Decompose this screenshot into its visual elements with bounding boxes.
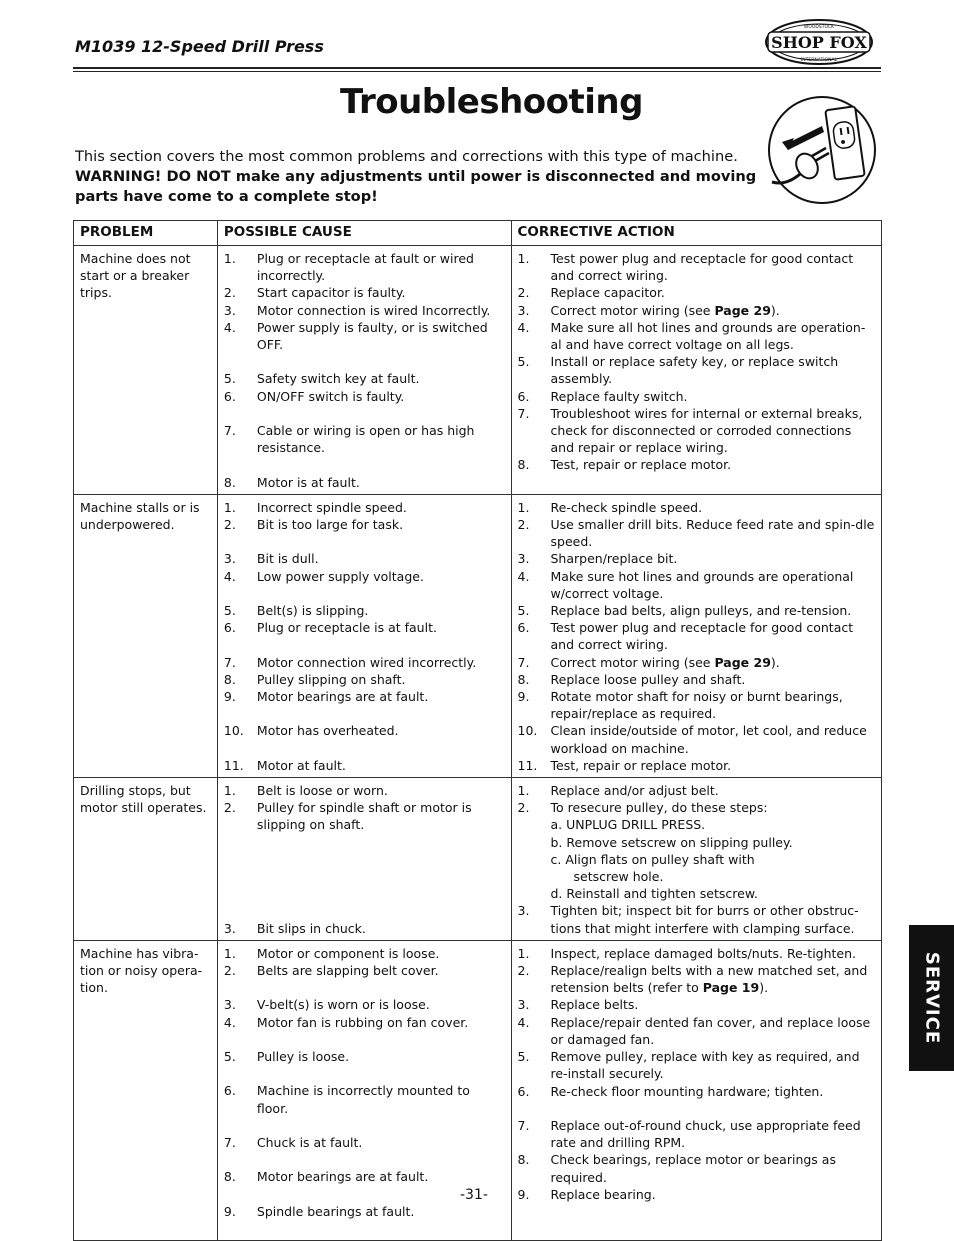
- actions-item: [518, 499, 876, 516]
- table-row: [74, 494, 882, 777]
- item-number: 11.: [517, 757, 538, 773]
- actions-item: [518, 550, 876, 567]
- item-number: 8.: [223, 1169, 236, 1185]
- sub-step: c. Align flats on pulley shaft with: [550, 851, 755, 867]
- page-reference: Page 19: [702, 980, 760, 996]
- page-reference: Page 29: [714, 302, 771, 318]
- actions-item: [518, 353, 876, 387]
- causes-item: [224, 799, 505, 833]
- item-text: To resecure pulley, do these steps:: [550, 800, 768, 816]
- table-header-row: [74, 221, 882, 246]
- actions-item: [518, 782, 876, 799]
- item-text: Belt is loose or worn.: [256, 783, 388, 799]
- item-text: V-belt(s) is worn or is loose.: [256, 997, 430, 1013]
- item-number: 1.: [517, 499, 530, 515]
- item-number: 5.: [223, 371, 236, 387]
- actions-item: [518, 757, 876, 774]
- section-tab-label: SERVICE: [921, 951, 942, 1045]
- causes-item: [224, 1168, 505, 1185]
- item-number: 2.: [223, 963, 236, 979]
- item-number: 3.: [223, 302, 236, 318]
- item-number: 3.: [223, 551, 236, 567]
- causes-item: [224, 757, 505, 774]
- item-text: Test power plug and receptacle for good contact and correct wiring.: [550, 251, 854, 284]
- item-text: Make sure hot lines and grounds are operational w/correct voltage.: [550, 568, 854, 601]
- cause-cell: [217, 246, 511, 495]
- item-number: 4.: [517, 1014, 530, 1030]
- item-number: 2.: [223, 517, 236, 532]
- item-number: 2.: [517, 800, 530, 816]
- item-text: Replace/repair dented fan cover, and replace loose or damaged fan.: [550, 1014, 871, 1047]
- item-number: 2.: [223, 800, 236, 816]
- actions-item: [518, 405, 876, 457]
- item-number: 4.: [223, 568, 236, 584]
- causes-item: [224, 1203, 505, 1220]
- item-text: Belt(s) is slipping.: [256, 602, 369, 618]
- intro-text: This section covers the most common problems and corrections with this type of machine.: [75, 148, 738, 165]
- item-text: Inspect, replace damaged bolts/nuts. Re-tighten.: [550, 945, 857, 961]
- item-number: 5.: [223, 602, 236, 618]
- causes-item: [224, 516, 505, 533]
- causes-item: [224, 1048, 505, 1065]
- actions-item: [518, 1048, 876, 1082]
- causes-item: [224, 945, 505, 962]
- item-text: Incorrect spindle speed.: [256, 499, 407, 515]
- section-tab-service: [909, 925, 954, 1071]
- item-text: Make sure all hot lines and grounds are operation-al and have correct voltage on all legs.: [550, 319, 866, 353]
- actions-item: [518, 799, 876, 816]
- item-number: 1.: [223, 251, 236, 266]
- item-number: 6.: [223, 388, 236, 404]
- causes-item: [224, 722, 505, 739]
- item-text: Use smaller drill bits. Reduce feed rate and spin-dle speed.: [550, 517, 875, 550]
- item-text: Motor fan is rubbing on fan cover.: [256, 1014, 469, 1030]
- causes-item: [224, 319, 505, 353]
- svg-text:WOODSTOCK: WOODSTOCK: [803, 25, 835, 30]
- item-text: Motor or component is loose.: [256, 945, 440, 961]
- sub-step: b. Remove setscrew on slipping pulley.: [550, 834, 793, 850]
- actions-item: [518, 996, 876, 1013]
- item-number: 4.: [223, 319, 236, 335]
- item-number: 1.: [517, 945, 530, 961]
- item-number: 1.: [517, 783, 530, 799]
- item-number: 7.: [223, 423, 236, 438]
- actions-item: [518, 516, 876, 550]
- item-number: 7.: [517, 1117, 530, 1133]
- item-text: Test power plug and receptacle for good contact and correct wiring.: [550, 620, 854, 653]
- causes-item: [224, 671, 505, 688]
- item-text: Motor bearings are at fault.: [256, 1169, 429, 1185]
- item-number: 1.: [223, 783, 236, 799]
- causes-item: [224, 550, 505, 567]
- item-number: 3.: [517, 551, 530, 567]
- item-text: Replace/realign belts with a new matched set, and retension belts (refer to Page 19).: [550, 963, 868, 996]
- causes-item: [224, 654, 505, 671]
- causes-item: [224, 996, 505, 1013]
- header-rule: [73, 67, 881, 69]
- item-number: 9.: [517, 689, 530, 705]
- document-header-title: M1039 12-Speed Drill Press: [75, 37, 324, 56]
- causes-item: [224, 422, 505, 456]
- item-number: 9.: [517, 1186, 530, 1202]
- item-text: Clean inside/outside of motor, let cool, and reduce workload on machine.: [550, 723, 867, 756]
- item-text: Machine is incorrectly mounted to floor.: [256, 1083, 470, 1116]
- item-text: Cable or wiring is open or has high resistance.: [256, 423, 475, 456]
- item-text: Chuck is at fault.: [256, 1135, 363, 1151]
- actions-item: [518, 945, 876, 962]
- item-number: 8.: [223, 671, 236, 687]
- item-text: Rotate motor shaft for noisy or burnt bearings, repair/replace as required.: [550, 689, 843, 722]
- item-number: 2.: [517, 285, 530, 301]
- item-number: 1.: [223, 499, 236, 515]
- item-number: 6.: [517, 388, 530, 404]
- item-text: Re-check spindle speed.: [550, 499, 703, 515]
- item-text: Motor connection wired incorrectly.: [256, 654, 477, 670]
- actions-item: [518, 902, 876, 936]
- item-text: Spindle bearings at fault.: [256, 1203, 415, 1219]
- actions-item: [518, 654, 876, 671]
- action-cell: [511, 494, 882, 777]
- item-text: Motor is at fault.: [256, 474, 360, 490]
- column-header-action: CORRECTIVE ACTION: [511, 221, 882, 246]
- svg-text:INTERNATIONAL: INTERNATIONAL: [800, 58, 838, 63]
- item-text: Pulley slipping on shaft.: [256, 671, 406, 687]
- intro-paragraph: [75, 147, 765, 207]
- item-number: 9.: [223, 688, 236, 704]
- item-text: Power supply is faulty, or is switched OFF.: [256, 319, 488, 353]
- causes-item: [224, 302, 505, 319]
- problem-cell: Machine has vibra-tion or noisy opera-tion.: [74, 940, 218, 1240]
- problem-cell: Machine stalls or is underpowered.: [74, 494, 218, 777]
- actions-item: [518, 1117, 876, 1151]
- actions-item: [518, 1014, 876, 1048]
- actions-item: [518, 568, 876, 602]
- item-number: 5.: [517, 354, 530, 370]
- sub-step: d. Reinstall and tighten setscrew.: [550, 886, 758, 902]
- item-text: Motor connection is wired Incorrectly.: [256, 302, 491, 318]
- causes-item: [224, 688, 505, 705]
- item-text: Check bearings, replace motor or bearings as required.: [550, 1152, 836, 1185]
- unplug-power-icon: [764, 94, 882, 206]
- item-number: 3.: [517, 302, 530, 318]
- safety-warning: WARNING! DO NOT make any adjustments until power is disconnected and moving parts have come to a complete stop!: [75, 168, 757, 205]
- actions-item: [518, 250, 876, 284]
- action-cell: [511, 778, 882, 941]
- causes-item: [224, 602, 505, 619]
- actions-item: [518, 722, 876, 756]
- item-number: 4.: [223, 1014, 236, 1030]
- causes-item: [224, 474, 505, 491]
- causes-item: [224, 370, 505, 387]
- item-text: Test, repair or replace motor.: [550, 757, 732, 773]
- actions-item: [518, 1151, 876, 1185]
- item-number: 7.: [517, 405, 530, 421]
- item-text: Replace belts.: [550, 997, 639, 1013]
- cause-cell: [217, 494, 511, 777]
- item-number: 6.: [223, 1083, 236, 1099]
- cause-cell: [217, 778, 511, 941]
- page-reference: Page 29: [714, 654, 771, 670]
- item-number: 5.: [223, 1049, 236, 1065]
- item-number: 3.: [223, 920, 236, 936]
- item-number: 2.: [517, 963, 530, 979]
- item-text: Replace bad belts, align pulleys, and re-tension.: [550, 603, 852, 619]
- item-text: Test, repair or replace motor.: [550, 457, 732, 473]
- item-number: 2.: [223, 285, 236, 301]
- item-number: 3.: [517, 997, 530, 1013]
- item-number: 11.: [223, 757, 244, 773]
- item-number: 9.: [223, 1203, 236, 1219]
- item-text: Pulley for spindle shaft or motor is slipping on shaft.: [256, 800, 472, 833]
- action-cell: [511, 940, 882, 1240]
- item-text: Plug or receptacle is at fault.: [256, 620, 437, 636]
- item-text: Troubleshoot wires for internal or external breaks, check for disconnected or corroded connections and repair or replace wiring.: [550, 405, 863, 456]
- item-number: 8.: [517, 1152, 530, 1168]
- item-text: Tighten bit; inspect bit for burrs or other obstruc-tions that might interfere with clamping surface.: [550, 903, 859, 936]
- item-number: 7.: [223, 1135, 236, 1151]
- problem-cell: Machine does not start or a breaker trips.: [74, 246, 218, 495]
- item-text: Low power supply voltage.: [256, 568, 424, 584]
- item-text: Motor has overheated.: [256, 723, 399, 739]
- column-header-problem: PROBLEM: [74, 221, 218, 246]
- actions-item: [518, 319, 876, 353]
- item-number: 5.: [517, 1049, 530, 1065]
- item-text: Remove pulley, replace with key as required, and re-install securely.: [550, 1049, 860, 1082]
- item-number: 10.: [517, 723, 538, 739]
- actions-item: [518, 1186, 876, 1203]
- causes-item: [224, 284, 505, 301]
- actions-item: [518, 388, 876, 405]
- item-text: Motor bearings are at fault.: [256, 688, 429, 704]
- page-title: Troubleshooting: [340, 82, 643, 122]
- causes-item: [224, 619, 505, 636]
- item-text: Pulley is loose.: [256, 1049, 350, 1065]
- item-number: 7.: [517, 654, 530, 670]
- causes-item: [224, 568, 505, 585]
- troubleshooting-table: [73, 220, 882, 1241]
- item-number: 3.: [517, 903, 530, 919]
- page-number: -31-: [460, 1187, 488, 1203]
- item-text: Bit slips in chuck.: [256, 920, 366, 936]
- item-text: Safety switch key at fault.: [256, 371, 420, 387]
- causes-item: [224, 1014, 505, 1031]
- item-number: 8.: [517, 457, 530, 473]
- actions-item: [518, 302, 876, 319]
- item-text: Bit is too large for task.: [256, 517, 404, 532]
- item-text: Install or replace safety key, or replace switch assembly.: [550, 354, 839, 387]
- action-cell: [511, 246, 882, 495]
- item-text: Motor at fault.: [256, 757, 346, 773]
- causes-item: [224, 388, 505, 405]
- actions-item: [518, 688, 876, 722]
- actions-item: [518, 962, 876, 996]
- item-number: 1.: [517, 251, 530, 266]
- causes-item: [224, 782, 505, 799]
- causes-item: [224, 1082, 505, 1116]
- header-rule-thin: [73, 71, 881, 72]
- item-text: Replace and/or adjust belt.: [550, 783, 719, 799]
- item-text: Sharpen/replace bit.: [550, 551, 678, 567]
- item-text: ON/OFF switch is faulty.: [256, 388, 405, 404]
- item-text: Plug or receptacle at fault or wired incorrectly.: [256, 251, 474, 284]
- item-text: Bit is dull.: [256, 551, 319, 567]
- actions-item: [518, 284, 876, 301]
- item-number: 8.: [517, 671, 530, 687]
- item-number: 6.: [517, 1083, 530, 1099]
- item-number: 10.: [223, 723, 244, 739]
- item-number: 6.: [223, 620, 236, 636]
- item-text: Replace capacitor.: [550, 285, 665, 301]
- causes-item: [224, 499, 505, 516]
- logo-text: SHOP FOX: [771, 33, 867, 52]
- actions-item: [518, 619, 876, 653]
- item-text: Replace out-of-round chuck, use appropriate feed rate and drilling RPM.: [550, 1117, 861, 1151]
- actions-item: [518, 456, 876, 473]
- actions-item: [518, 1083, 876, 1100]
- sub-step: a. UNPLUG DRILL PRESS.: [550, 817, 706, 833]
- item-text: Correct motor wiring (see Page 29).: [550, 654, 780, 670]
- item-number: 3.: [223, 997, 236, 1013]
- item-text: Replace faulty switch.: [550, 388, 688, 404]
- item-text: Start capacitor is faulty.: [256, 285, 406, 301]
- item-text: Correct motor wiring (see Page 29).: [550, 302, 780, 318]
- item-text: Re-check floor mounting hardware; tighten.: [550, 1083, 824, 1099]
- item-number: 4.: [517, 319, 530, 335]
- item-number: 7.: [223, 654, 236, 670]
- causes-item: [224, 962, 505, 979]
- item-number: 8.: [223, 474, 236, 490]
- sub-step: setscrew hole.: [573, 869, 664, 885]
- item-text: Replace bearing.: [550, 1186, 656, 1202]
- actions-item: [518, 671, 876, 688]
- problem-cell: Drilling stops, but motor still operates.: [74, 778, 218, 941]
- actions-item: [518, 602, 876, 619]
- item-number: 2.: [517, 517, 530, 532]
- item-text: Belts are slapping belt cover.: [256, 963, 439, 979]
- causes-item: [224, 1134, 505, 1151]
- causes-item: [224, 250, 505, 284]
- item-text: Replace loose pulley and shaft.: [550, 671, 746, 687]
- causes-item: [224, 920, 505, 937]
- item-number: 1.: [223, 945, 236, 961]
- shop-fox-logo: [764, 18, 874, 66]
- table-row: [74, 778, 882, 941]
- item-number: 5.: [517, 603, 530, 619]
- item-number: 6.: [517, 620, 530, 636]
- item-number: 4.: [517, 568, 530, 584]
- column-header-cause: POSSIBLE CAUSE: [217, 221, 511, 246]
- table-row: [74, 246, 882, 495]
